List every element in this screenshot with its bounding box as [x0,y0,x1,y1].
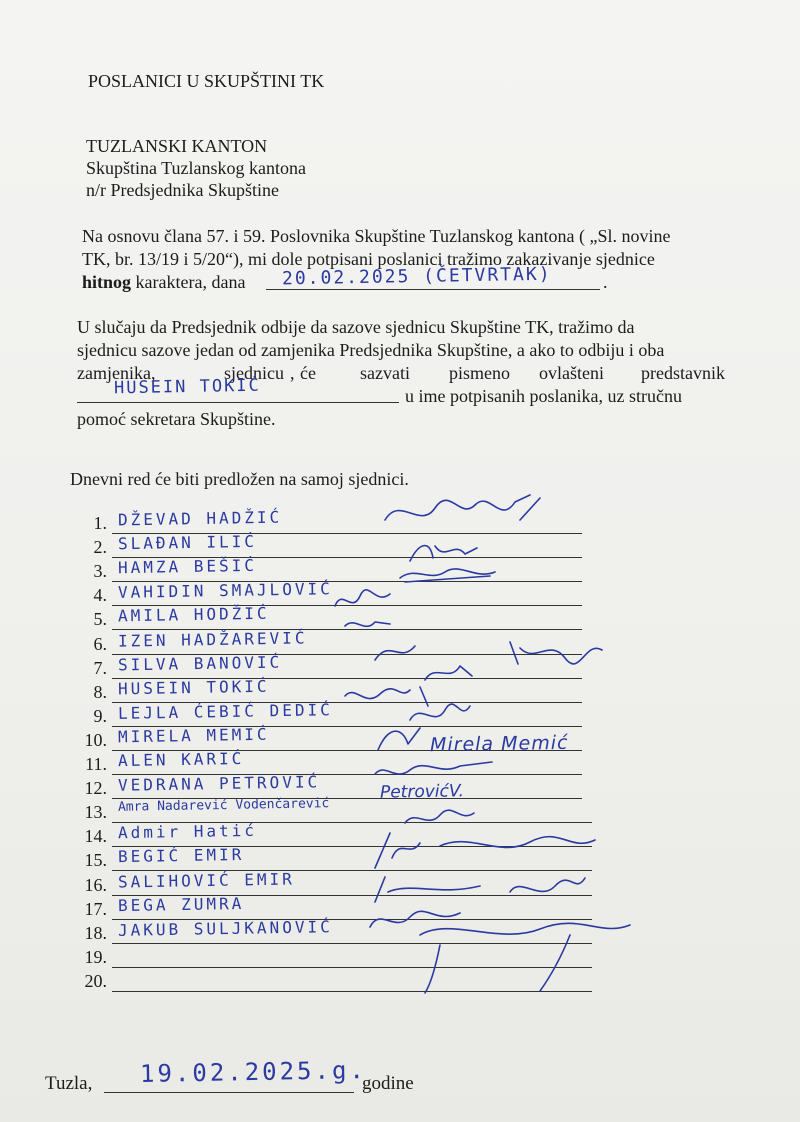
recipient-line-3: n/r Predsjednika Skupštine [86,180,279,200]
signature-1 [380,490,550,535]
signatory-number: 20. [84,971,107,991]
addressee-heading: POSLANICI U SKUPŠTINI TK [88,71,325,91]
signatory-number: 3. [93,561,107,581]
paragraph-2-line-3-word-5: sazvati [360,363,410,383]
paragraph-2-line-4-rest: u ime potpisanih poslanika, uz stručnu [405,386,682,406]
signature-5 [340,612,400,636]
signatory-name: MIRELA MEMIĆ [117,724,270,747]
hitnog-bold: hitnog [82,272,132,292]
paragraph-2-line-3-word-4: će [300,363,316,383]
paragraph-1-line-3 [82,271,245,293]
paragraph-2-line-2: sjednicu sazove jedan od zamjenika Predsjednika Skupštine, a ako to odbiju i oba [77,340,665,360]
signatory-name: SILVA BANOVIĆ [117,652,283,675]
signatory-name: Amra Nadarević Vodenčarević [117,796,330,815]
signatory-name: AMILA HODŽIĆ [117,603,270,626]
signatory-number: 14. [84,826,107,846]
signatory-number: 4. [93,585,107,605]
signatory-name: BEGIĆ EMIR [117,844,245,867]
signatory-name: LEJLA ĆEBIĆ DEDIĆ [117,700,333,723]
paragraph-2-line-1: U slučaju da Predsjednik odbije da sazove sjednicu Skupštine TK, tražimo da [77,317,635,337]
signatory-number: 16. [84,875,107,895]
signatory-name: BEGA ZUMRA [117,893,245,916]
signatory-name: DŽEVAD HADŽIĆ [117,507,283,530]
signature-10-text: Mirela Memić [429,731,569,757]
paragraph-2-line-3-word-6: pismeno [449,363,510,383]
recipient-line-1: TUZLANSKI KANTON [86,136,268,156]
signatory-name: VEDRANA PETROVIĆ [117,772,321,795]
footer-place: Tuzla, [45,1073,93,1094]
recipient-line-2: Skupština Tuzlanskog kantona [86,158,307,178]
signature-12-text: PetrovićV. [379,781,465,803]
signature-14 [370,828,600,874]
signatory-number: 13. [84,802,107,822]
signatory-number: 19. [84,947,107,967]
signatory-number: 7. [93,658,107,678]
signatory-name: VAHIDIN SMAJLOVIĆ [117,579,333,602]
footer-date-line [104,1092,354,1093]
signature-6 [370,634,610,670]
signatory-number: 9. [93,706,107,726]
paragraph-2-line-3-word-8: predstavnik [641,363,725,383]
signatory-number: 6. [93,634,107,654]
footer-handwritten-date: 19.02.2025.g. [139,1056,368,1088]
agenda-note: Dnevni red će biti predložen na samoj sjednici. [70,469,409,489]
signatory-name: JAKUB SULJKANOVIĆ [117,917,333,940]
signatory-number: 5. [93,609,107,629]
signatory-name: HAMZA BEŠIĆ [117,555,258,578]
date-blank-line [266,289,600,290]
paragraph-2-line-3-word-1: zamjenika, [77,363,156,383]
signatory-number: 15. [84,850,107,870]
signatory-number: 2. [93,537,107,557]
signatory-number: 17. [84,899,107,919]
signatory-number: 12. [84,778,107,798]
signatory-name: ALEN KARIĆ [117,748,245,771]
paragraph-1-line-3-rest: karaktera, dana [131,272,246,292]
signature-18 [410,915,640,995]
signatory-number: 8. [93,682,107,702]
paragraph-1-line-1: Na osnovu člana 57. i 59. Poslovnika Skupštine Tuzlanskog kantona ( „Sl. novine [82,226,671,246]
signature-11 [370,758,500,784]
signatory-number: 10. [84,730,107,750]
signature-16 [370,872,590,908]
signatory-name: HUSEIN TOKIĆ [117,676,270,699]
paragraph-1-period: . [603,272,608,292]
signatory-number: 1. [93,513,107,533]
handwritten-session-date: 20.02.2025 (ČETVRTAK) [281,263,552,290]
signatory-number: 18. [84,923,107,943]
signatory-name: SALIHOVIĆ EMIR [117,869,296,892]
handwritten-representative-name: HUSEIN TOKIĆ [113,375,261,399]
paragraph-2-line-5: pomoć sekretara Skupštine. [77,409,276,429]
signature-3 [395,562,505,588]
paragraph-2-line-3-word-7: ovlašteni [539,363,604,383]
paragraph-1-line-2: TK, br. 13/19 i 5/20“), mi dole potpisani poslanici tražimo zakazivanje sjednice [82,249,655,269]
footer-suffix: godine [362,1073,414,1094]
paragraph-2-line-3-word-2: sjednicu [224,363,284,383]
representative-blank-line [77,402,399,403]
signatory-name: SLAĐAN ILIĆ [117,531,258,554]
signatory-name: IZEN HADŽAREVIĆ [117,628,308,651]
signature-10-mark [370,722,430,756]
signatory-name: Admir Hatić [117,820,258,843]
signatory-number: 11. [85,754,107,774]
paragraph-2-line-3-word-3: , [290,363,295,383]
